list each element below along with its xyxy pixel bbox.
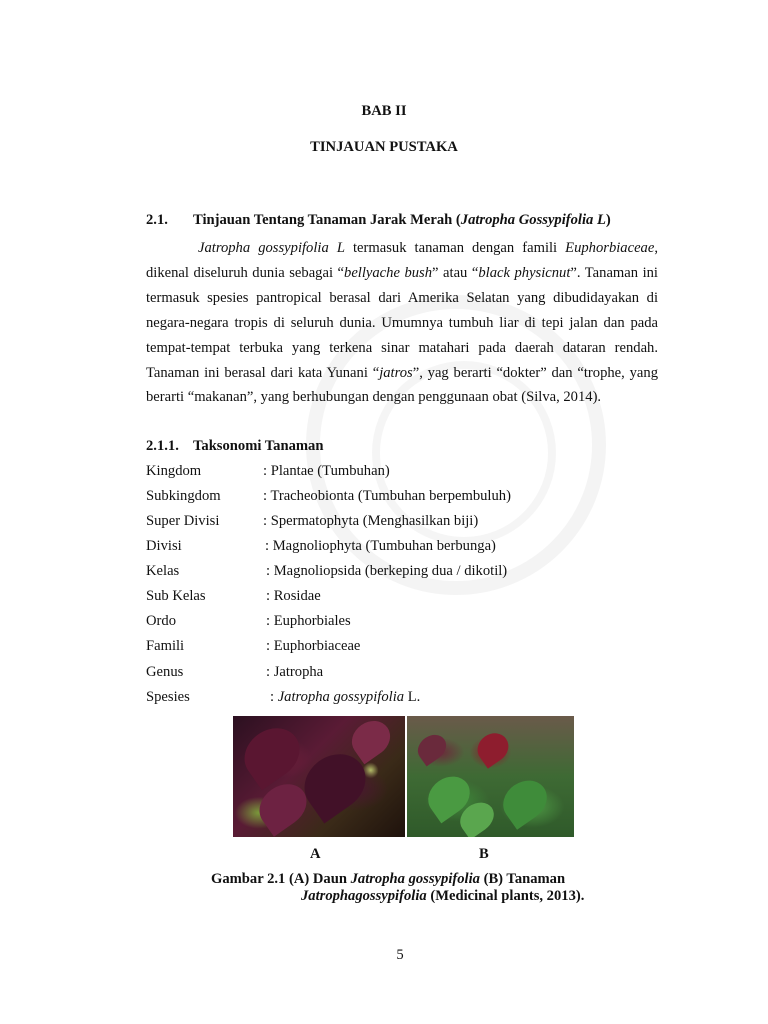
para-text-5: ”, yag berarti “dokter” dan “trophe, yang berarti “makanan”, yang berhubungan dengan penggunaan obat (Silva, 2014).: [146, 364, 658, 406]
species-prefix: :: [270, 689, 278, 705]
caption-text-1: Gambar 2.1 (A) Daun: [211, 871, 351, 887]
section-number: 2.1.: [146, 212, 168, 228]
taxonomy-rank: Spesies: [146, 689, 190, 705]
figure-label-a: A: [310, 846, 321, 862]
leaf-shape: [472, 727, 514, 768]
species-italic: Jatropha gossypifolia: [277, 689, 405, 705]
para-text-4: ”. Tanaman ini termasuk spesies pantropical berasal dari Amerika Selatan yang dibudidayakan di negara-negara tropis di seluruh dunia. Umumnya tumbuh liar di tepi jalan dan pada tempat-tempat terbuka yang terkena sinar matahari pada daerah dataran rendah. Tanaman ini berasal dari kata Yunani “: [146, 264, 658, 381]
taxonomy-value: : Spermatophyta (Menghasilkan biji): [263, 513, 479, 529]
taxonomy-rank: Ordo: [146, 613, 176, 629]
figure-photo-leaves: [233, 716, 405, 837]
section-heading: [146, 212, 611, 229]
chapter-heading: BAB II: [361, 103, 407, 119]
page-number: 5: [396, 947, 404, 963]
para-italic-family: Euphorbiaceae: [565, 240, 655, 256]
taxonomy-value: : Tracheobionta (Tumbuhan berpembuluh): [263, 488, 511, 504]
figure-photo-plant: [407, 716, 574, 837]
para-italic-species: Jatropha gossypifolia L: [198, 240, 345, 256]
caption-line-2: [211, 888, 584, 905]
taxonomy-value: : Plantae (Tumbuhan): [263, 463, 390, 479]
taxonomy-rank: Sub Kelas: [146, 588, 206, 604]
taxonomy-rank: Kingdom: [146, 463, 202, 479]
taxonomy-rank: Divisi: [146, 538, 182, 554]
leaf-shape: [413, 730, 451, 767]
leaf-shape: [495, 772, 554, 830]
para-text-2: , dikenal diseluruh dunia sebagai “: [146, 240, 658, 281]
para-italic-physicnut: black physicnut: [478, 264, 571, 281]
body-paragraph: [146, 236, 658, 410]
section-title-italic: Jatropha Gossypifolia L: [460, 212, 606, 228]
taxonomy-value: : Jatropha: [266, 664, 324, 680]
para-text-1: termasuk tanaman dengan famili: [344, 240, 566, 256]
subsection-title: Taksonomi Tanaman: [193, 438, 324, 454]
taxonomy-value: [270, 689, 420, 706]
taxonomy-value: : Magnoliophyta (Tumbuhan berbunga): [265, 538, 496, 554]
taxonomy-value: : Magnoliopsida (berkeping dua / dikotil): [266, 563, 508, 579]
taxonomy-rank: Super Divisi: [146, 513, 220, 529]
taxonomy-rank: Subkingdom: [146, 488, 221, 504]
taxonomy-rank: Famili: [146, 638, 185, 654]
chapter-title: TINJAUAN PUSTAKA: [310, 139, 458, 155]
taxonomy-rank: Kelas: [146, 563, 180, 579]
para-italic-bellyache: bellyache bush: [344, 264, 433, 281]
caption-italic-2: Jatrophagossypifolia: [301, 888, 427, 904]
caption-text-3: (Medicinal plants, 2013).: [426, 888, 585, 904]
figure-caption: [211, 871, 584, 905]
taxonomy-rank: Genus: [146, 664, 184, 680]
figure-label-b: B: [479, 846, 489, 862]
taxonomy-value: : Euphorbiales: [266, 613, 351, 629]
section-title-pre: Tinjauan Tentang Tanaman Jarak Merah (: [193, 212, 461, 228]
taxonomy-value: : Rosidae: [266, 588, 321, 604]
caption-text-2: (B) Tanaman: [479, 871, 566, 887]
leaf-shape: [234, 718, 309, 791]
subsection-heading: [146, 438, 323, 455]
species-suffix: L.: [404, 689, 421, 705]
para-text-3: ” atau “: [432, 264, 479, 281]
taxonomy-value: : Euphorbiaceae: [266, 638, 361, 654]
subsection-number: 2.1.1.: [146, 438, 179, 454]
section-title-post: ): [605, 212, 611, 228]
para-italic-jatros: jatros: [379, 364, 413, 381]
caption-italic-1: Jatropha gossypifolia: [350, 871, 480, 887]
